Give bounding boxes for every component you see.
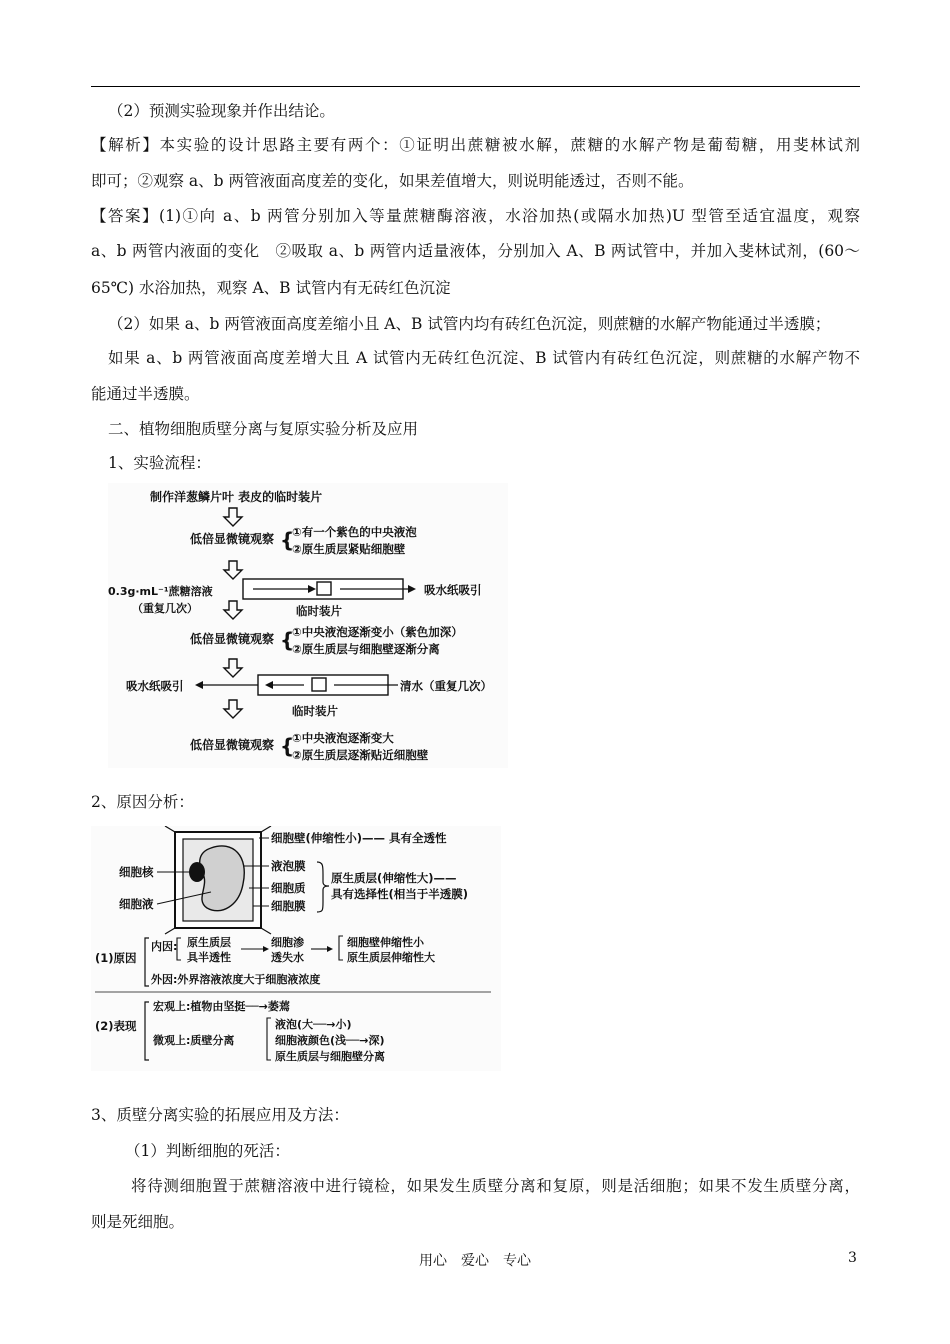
subsection-heading: （1）判断细胞的死活：: [125, 1142, 290, 1160]
nucleus-label: 细胞核: [119, 865, 154, 879]
result-a: 细胞壁伸缩性小: [347, 936, 424, 949]
absorb1-label: 吸水纸吸引: [424, 583, 482, 597]
osmosis-a: 细胞渗: [271, 936, 304, 949]
text-line: （2）如果 a、b 两管液面高度差缩小且 A、B 试管内均有砖红色沉淀，则蔗糖的水解产物能通过半透膜；: [108, 315, 831, 333]
cytoplasm-label: 细胞质: [271, 881, 306, 895]
obs3-a: ①中央液泡逐渐变大: [292, 731, 394, 745]
tonoplast-label: 液泡膜: [271, 859, 306, 873]
sap-label: 细胞液: [119, 897, 154, 911]
micro-label: 微观上:质壁分离: [153, 1034, 235, 1047]
nucleus-icon: [189, 862, 205, 882]
brace-icon: {: [280, 628, 295, 652]
internal-a: 原生质层: [187, 936, 231, 949]
cause-figure: [91, 826, 501, 1071]
obs2-b: ②原生质层与细胞壁逐渐分离: [292, 642, 440, 656]
brace-icon: {: [280, 528, 295, 552]
internal-label: 内因:: [151, 940, 178, 953]
text-line: 65℃) 水浴加热，观察 A、B 试管内有无砖红色沉淀: [91, 279, 451, 297]
text-line: 将待测细胞置于蔗糖溶液中进行镜检，如果发生质壁分离和复原，则是活细胞；如果不发生质壁分离，: [131, 1177, 860, 1195]
result-b: 原生质层伸缩性大: [347, 951, 435, 964]
micro-1: 液泡(大──→小): [275, 1018, 352, 1031]
subsection-heading: 1、实验流程：: [108, 454, 211, 472]
slide2-label: 临时装片: [292, 704, 338, 718]
obs1-label: 低倍显微镜观察: [190, 532, 275, 546]
section-heading: 二、植物细胞质壁分离与复原实验分析及应用: [108, 420, 419, 438]
absorb2-label: 吸水纸吸引: [126, 679, 184, 693]
text-line: a、b 两管内液面的变化 ②吸取 a、b 两管内适量液体，分别加入 A、B 两试管中，并加入斐林试剂，(60～: [91, 242, 860, 260]
obs1-b: ②原生质层紧贴细胞壁: [292, 542, 406, 556]
internal-b: 具半透性: [187, 951, 231, 964]
obs3-label: 低倍显微镜观察: [190, 738, 275, 752]
external-label: 外因:外界溶液浓度大于细胞液浓度: [151, 973, 321, 986]
flow-figure: [108, 483, 508, 768]
obs2-label: 低倍显微镜观察: [190, 632, 275, 646]
wall-label: 细胞壁(伸缩性小)—— 具有全透性: [271, 831, 447, 845]
protoplast-label-2: 具有选择性(相当于半透膜): [331, 887, 469, 901]
text-line: （2）预测实验现象并作出结论。: [108, 102, 335, 120]
subsection-heading: 2、原因分析：: [91, 793, 194, 811]
obs3-b: ②原生质层逐渐贴近细胞壁: [292, 748, 429, 762]
membrane-label: 细胞膜: [271, 899, 306, 913]
macro-label: 宏观上:植物由坚挺──→萎蔫: [153, 1000, 290, 1013]
protoplast-label-1: 原生质层(伸缩性大)——: [331, 871, 457, 885]
sucrose-label: 0.3g·mL⁻¹蔗糖溶液: [108, 585, 213, 598]
obs2-a: ①中央液泡逐渐变小（紫色加深）: [292, 625, 463, 639]
text-line: 【解析】本实验的设计思路主要有两个：①证明出蔗糖被水解，蔗糖的水解产物是葡萄糖，用斐林试剂: [91, 136, 860, 154]
micro-3: 原生质层与细胞壁分离: [275, 1050, 385, 1063]
text-line: 能通过半透膜。: [91, 385, 200, 403]
text-line: 【答案】(1)①向 a、b 两管分别加入等量蔗糖酶溶液，水浴加热(或隔水加热)U 型管至适宜温度，观察: [91, 207, 860, 225]
slide1-label: 临时装片: [296, 604, 342, 618]
reason-label: (1)原因: [95, 951, 137, 965]
flow-title: 制作洋葱鳞片叶 表皮的临时装片: [150, 490, 323, 504]
water-label: 清水（重复几次）: [400, 679, 492, 693]
show-label: (2)表现: [95, 1019, 137, 1033]
page-number: 3: [848, 1250, 857, 1266]
micro-2: 细胞液颜色(浅──→深): [275, 1034, 385, 1047]
subsection-heading: 3、质壁分离实验的拓展应用及方法：: [91, 1106, 349, 1124]
obs1-a: ①有一个紫色的中央液泡: [292, 525, 417, 539]
text-line: 即可；②观察 a、b 两管液面高度差的变化，如果差值增大，则说明能透过，否则不能。: [91, 172, 694, 190]
repeat-label: （重复几次）: [132, 602, 198, 615]
osmosis-b: 透失水: [271, 951, 304, 964]
text-line: 如果 a、b 两管液面高度差增大且 A 试管内无砖红色沉淀、B 试管内有砖红色沉淀，则蔗糖的水解产物不: [108, 349, 860, 367]
text-line: 则是死细胞。: [91, 1213, 185, 1231]
brace-icon: {: [280, 734, 295, 758]
footer-motto: 用心 爱心 专心: [419, 1253, 531, 1269]
header-rule: [91, 86, 860, 87]
